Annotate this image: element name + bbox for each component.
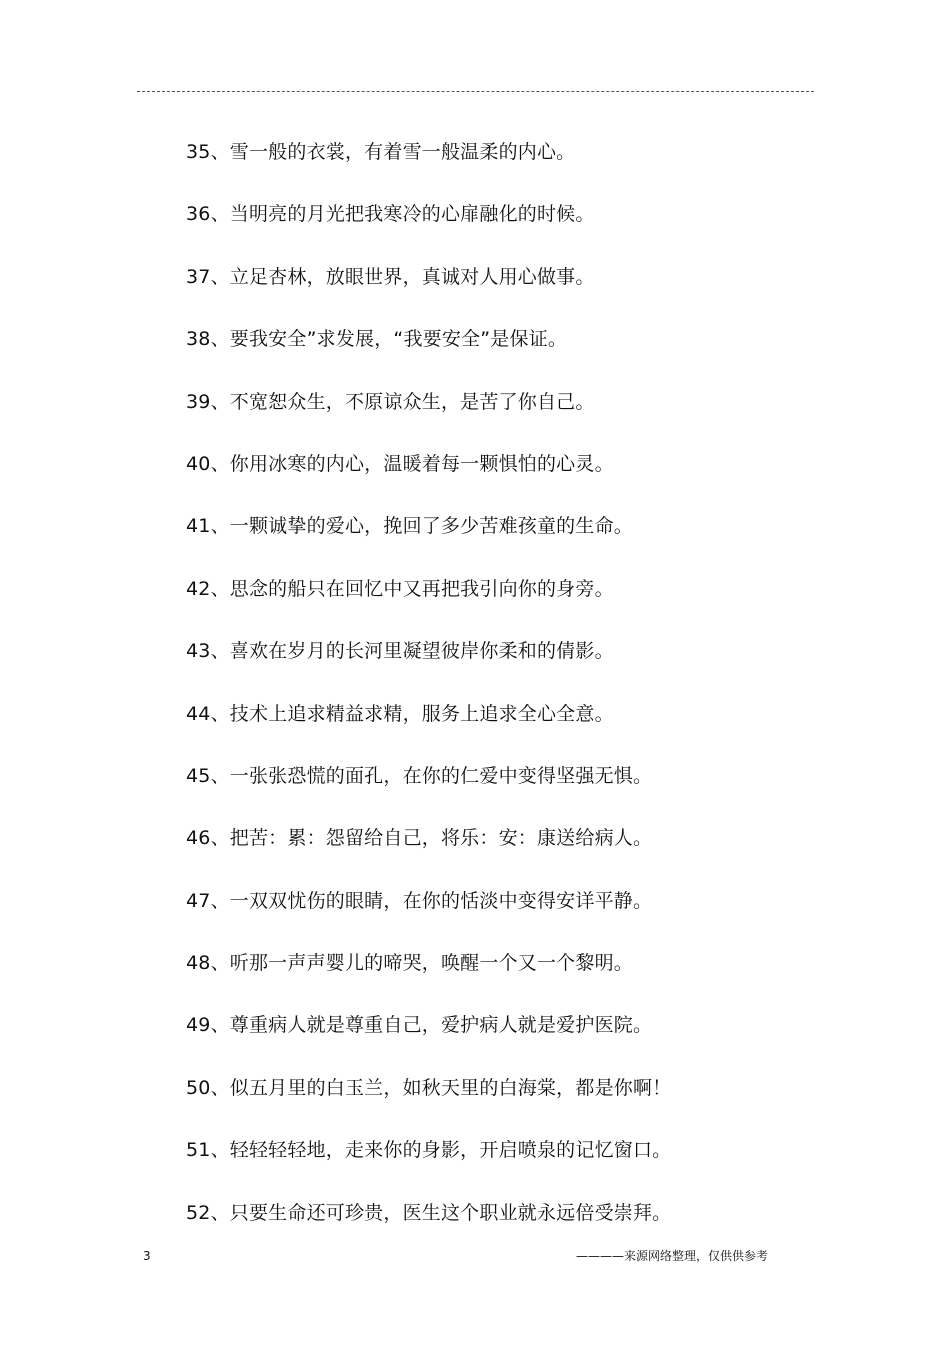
text-lines (186, 136, 826, 1259)
text-line: 49、尊重病人就是尊重自己，爱护病人就是爱护医院。 (186, 1014, 653, 1037)
text-line: 39、不宽恕众生，不原谅众生，是苦了你自己。 (186, 390, 595, 413)
text-line: 51、轻轻轻轻地，走来你的身影，开启喷泉的记忆窗口。 (186, 1139, 672, 1162)
text-line: 41、一颗诚挚的爱心，挽回了多少苦难孩童的生命。 (186, 515, 633, 538)
text-line: 43、喜欢在岁月的长河里凝望彼岸你柔和的倩影。 (186, 640, 614, 663)
text-line: 45、一张张恐慌的面孔，在你的仁爱中变得坚强无惧。 (186, 764, 653, 787)
text-line: 37、立足杏林，放眼世界，真诚对人用心做事。 (186, 265, 595, 288)
text-line: 46、把苦：累：怨留给自己，将乐：安：康送给病人。 (186, 827, 653, 850)
text-line: 47、一双双忧伤的眼睛，在你的恬淡中变得安详平静。 (186, 889, 653, 912)
text-line: 50、似五月里的白玉兰，如秋天里的白海棠，都是你啊！ (186, 1076, 672, 1099)
text-line: 44、技术上追求精益求精，服务上追求全心全意。 (186, 702, 614, 725)
page-number: 3 (143, 1249, 151, 1263)
header-rule (137, 91, 814, 92)
text-line: 52、只要生命还可珍贵，医生这个职业就永远倍受崇拜。 (186, 1201, 672, 1224)
text-line: 38、要我安全”求发展，“我要安全”是保证。 (186, 328, 568, 351)
text-line: 36、当明亮的月光把我寒冷的心扉融化的时候。 (186, 203, 595, 226)
footer-note: ————来源网络整理，仅供供参考 (576, 1249, 769, 1263)
text-line: 35、雪一般的衣裳，有着雪一般温柔的内心。 (186, 141, 576, 163)
text-line: 48、听那一声声婴儿的啼哭，唤醒一个又一个黎明。 (186, 952, 633, 975)
text-line: 40、你用冰寒的内心，温暖着每一颗惧怕的心灵。 (186, 452, 614, 475)
text-line: 42、思念的船只在回忆中又再把我引向你的身旁。 (186, 577, 614, 600)
